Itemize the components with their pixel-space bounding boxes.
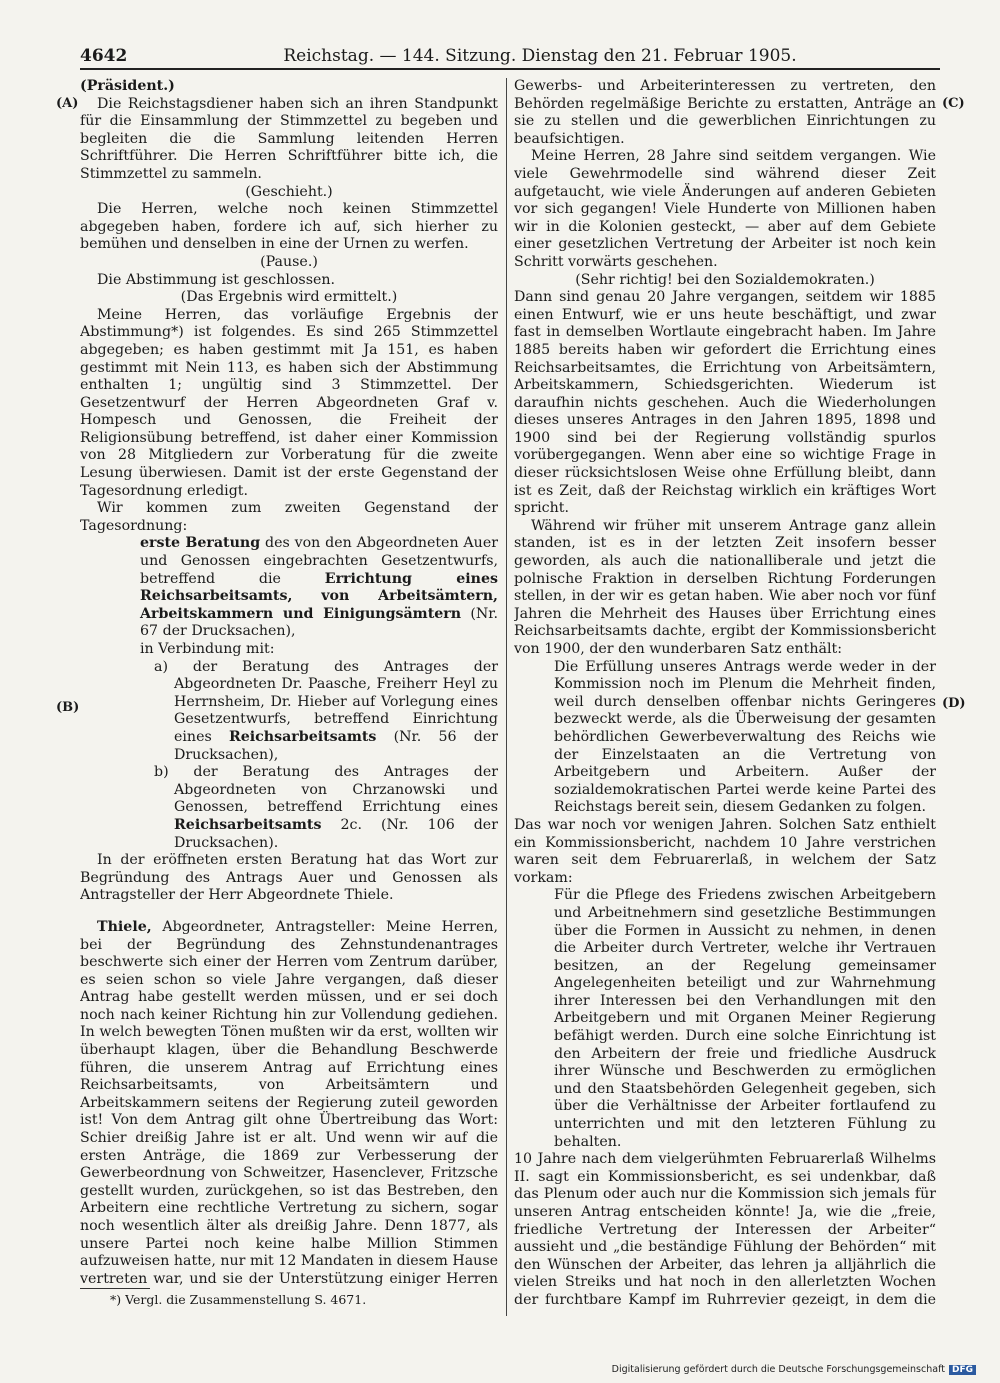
margin-marker-d: (D) <box>942 696 966 711</box>
speaker-name: Thiele, <box>97 918 152 935</box>
margin-marker-b: (B) <box>56 700 80 715</box>
speaker-label: (Präsident.) <box>80 78 175 94</box>
stage-direction: (Geschieht.) <box>245 183 333 200</box>
paragraph: Das war noch vor wenigen Jahren. Solchen Satz enthielt ein Kommissionsbericht, nachdem 10 Jahre verstrichen waren seit dem Februarerlaß, in welchem der Satz vorkam: <box>514 816 936 886</box>
margin-marker-a: (A) <box>56 96 79 111</box>
footnote: *) Vergl. die Zusammenstellung S. 4671. <box>110 1292 367 1307</box>
paragraph: Während wir früher mit unserem Antrage ganz allein standen, ist es in der letzten Zeit insofern besser geworden, als auch die nationalliberale und jetzt die polnische Fraktion in derselben Richtung Forderungen stellen, in der wir es getan haben. Wie aber noch vor fünf Jahren die Mehrheit des Hauses über Errichtung eines Reichsarbeitsamts dachte, ergibt der Kommissionsbericht von 1900, der den wunderbaren Satz enthält: <box>514 517 936 657</box>
paragraph: In der eröffneten ersten Beratung hat das Wort zur Begründung des Antrags Auer und Genossen als Antragsteller der Herr Abgeordnete Thiele. <box>80 852 498 904</box>
stage-direction: (Pause.) <box>260 253 318 270</box>
paragraph: 10 Jahre nach dem vielgerühmten Februarerlaß Wilhelms II. sagt ein Kommissionsbericht, es sei undenkbar, daß das Plenum oder auch nur die Kommission sich jemals für unseren Antrag entscheiden könnte! Ja, wie die „freie, friedliche Vertretung der Interessen der Arbeiter“ aussieht und „die beständige Fühlung der Behörden“ mit den Wünschen der Arbeiter, das lehren ja alljährlich die vielen Streiks und hat noch in den allerletzten Wochen der furchtbare Kampf im Ruhrrevier gezeigt, in dem die <box>514 1151 936 1306</box>
agenda-text: des von den Abgeordneten Auer und Genossen eingebrachten Gesetzentwurfs, betreffend die <box>140 535 498 587</box>
paragraph: Meine Herren, das vorläufige Ergebnis der Abstimmung*) ist folgendes. Es sind 265 Stimmzettel abgegeben; es haben gestimmt mit Ja 151, es haben gestimmt mit Nein 113, es haben sich der Abstimmung enthalten 1; ungültig sind 3 Stimmzettel. Der Gesetzentwurf der Herren Abgeordneten Graf v. Hompesch und Genossen, die Freiheit der Religionsübung betreffend, ist daher einer Kommission von 28 Mitgliedern zur Vorberatung für die zweite Lesung überwiesen. Damit ist der erste Gegenstand der Tagesordnung erledigt. <box>80 306 498 499</box>
margin-marker-c: (C) <box>942 96 965 111</box>
footnote-rule <box>80 1288 150 1289</box>
dfg-logo: DFG <box>949 1365 976 1375</box>
agenda-text: b) der Beratung des Antrages der Abgeordneten von Chrzanowski und Genossen, betreffend Errichtung eines <box>154 764 498 816</box>
agenda-subitem-b <box>154 764 498 852</box>
paragraph: Meine Herren, 28 Jahre sind seitdem vergangen. Wie viele Gewehrmodelle sind während dieser Zeit aufgetaucht, wie viele Änderungen auf anderen Gebieten vor sich gegangen! Viele Hunderte von Millionen haben wir in die Kolonien gesteckt, — aber auf dem Gebiete einer gesetzlichen Vertretung der Arbeiter ist noch kein Schritt vorwärts geschehen. <box>514 148 936 270</box>
agenda-item <box>140 535 498 641</box>
column-rule <box>506 78 507 1316</box>
agenda-bold: Reichsarbeitsamts <box>228 728 377 745</box>
running-header <box>80 46 940 70</box>
digitization-credit <box>612 1364 976 1375</box>
paragraph: Wir kommen zum zweiten Gegenstand der Tagesordnung: <box>80 500 498 534</box>
quotation: Für die Pflege des Friedens zwischen Arbeitgebern und Arbeitnehmern sind gesetzliche Bestimmungen über die Formen in Aussicht zu nehmen, in denen die Arbeiter durch Vertreter, welche ihr Vertrauen besitzen, an der Regelung gemeinsamer Angelegenheiten beteiligt und zur Wahrnehmung ihrer Interessen bei den Verhandlungen mit den Arbeitgebern und mit Organen Meiner Regierung befähigt werden. Durch eine solche Einrichtung ist den Arbeitern der freie und friedliche Ausdruck ihrer Wünsche und Beschwerden zu ermöglichen und den Staatsbehörden Gelegenheit gegeben, sich über die Verhältnisse der Arbeiter fortlaufend zu unterrichten und mit den letzteren Fühlung zu behalten. <box>554 887 936 1150</box>
speech-paragraph <box>80 919 498 1286</box>
speech-text: Abgeordneter, Antragsteller: Meine Herren, bei der Begründung des Zehnstundenantrages beschwerte sich einer der Herren vom Zentrum darüber, es seien schon so viele Jahre vergangen, daß dieser Antrag habe gestellt werden müssen, und er sei doch noch nach keiner Richtung hin zur Vollendung gediehen. In welch bewegten Tönen mußten wir da erst, wollten wir überhaupt klagen, über die Behandlung Beschwerde führen, die unserem Antrag auf Errichtung eines Reichsarbeitsamts, von Arbeitsämtern und Arbeitskammern seitens der Regierung zuteil geworden ist! Von dem Antrag gilt ohne Übertreibung das Wort: Schier dreißig Jahre ist er alt. Und wenn wir auf die ersten Anträge, die 1869 zur Verbesserung der Gewerbeordnung von Schweitzer, Hasenclever, Fritzsche gestellt wurden, zurückgehen, so ist das Bestreben, den Arbeitern eine rechtliche Vertretung zu sichern, sogar noch wesentlich älter als dreißig Jahre. Denn 1877, als unsere Partei noch keine halbe Million Stimmen aufzuweisen hatte, nur mit 12 Mandaten in diesem Hause vertreten war, und sie der Unterstützung einiger Herren <box>80 918 498 1286</box>
left-column <box>80 78 498 1286</box>
right-column <box>514 78 936 1306</box>
page-number: 4642 <box>80 46 128 66</box>
paragraph: Dann sind genau 20 Jahre vergangen, seitdem wir 1885 einen Entwurf, wie er uns heute beschäftigt, und zwar fast in demselben Wortlaute eingebracht haben. Im Jahre 1885 bereits haben wir gefordert die Errichtung eines Reichsarbeitsamtes, die Errichtung von Arbeitsämtern, Arbeitskammern, Schiedsgerichten. Wiederum ist daraufhin nichts geschehen. Auch die Wiederholungen dieses unseres Antrages in den Jahren 1895, 1898 und 1900 sind bei der Regierung vollständig spurlos vorübergegangen. Wenn aber eine so wichtige Frage in dieser rücksichtslosen Weise ohne Erfüllung bleibt, dann ist es Zeit, daß der Reichstag wirklich ein kräftiges Wort spricht. <box>514 289 936 517</box>
agenda-bold: Errichtung eines Reichsarbeitsamts, von Arbeitsämtern, Arbeitskammern und Einigungsämtern <box>140 570 498 622</box>
agenda-subitem-a <box>154 658 498 765</box>
stage-direction: (Das Ergebnis wird ermittelt.) <box>180 289 398 306</box>
stage-direction: (Sehr richtig! bei den Sozialdemokraten.) <box>575 271 875 288</box>
agenda-text: (Nr. 56 der Drucksachen), <box>174 728 498 763</box>
agenda-text: 2c. (Nr. 106 der Drucksachen). <box>174 816 498 851</box>
paragraph: Die Reichstagsdiener haben sich an ihren Standpunkt für die Einsammlung der Stimmzettel zu begeben und begleiten die die Sammlung leitenden Herren Schriftführer. Die Herren Schriftführer bitte ich, die Stimmzettel zu sammeln. <box>80 95 498 182</box>
running-title: Reichstag. — 144. Sitzung. Dienstag den 21. Februar 1905. <box>283 46 797 66</box>
paragraph: Die Abstimmung ist geschlossen. <box>97 271 336 288</box>
agenda-connector: in Verbindung mit: <box>140 641 275 657</box>
paragraph: Gewerbs- und Arbeiterinteressen zu vertreten, den Behörden regelmäßige Berichte zu erstatten, Anträge an sie zu stellen und die gewerblichen Einrichtungen zu beaufsichtigen. <box>514 78 936 147</box>
agenda-bold: Reichsarbeitsamts <box>174 816 322 833</box>
credit-text: Digitalisierung gefördert durch die Deutsche Forschungsgemeinschaft <box>611 1364 945 1375</box>
agenda-text: a) der Beratung des Antrages der Abgeordneten Dr. Paasche, Freiherr Heyl zu Herrnsheim, Dr. Hieber auf Vorlegung eines Gesetzentwurfs, betreffend Einrichtung eines <box>154 658 498 745</box>
agenda-text: (Nr. 67 der Drucksachen), <box>140 605 498 640</box>
paragraph: Die Herren, welche noch keinen Stimmzettel abgegeben haben, fordere ich auf, sich hierher zu bemühen und denselben in eine der Urnen zu werfen. <box>80 201 498 253</box>
agenda-bold: erste Beratung <box>140 535 261 552</box>
quotation: Die Erfüllung unseres Antrags werde weder in der Kommission noch im Plenum die Mehrheit finden, weil durch denselben offenbar nichts Geringeres bezweckt werde, als die Überweisung der gesamten behördlichen Gewerbeverwaltung des Reichs wie der Einzelstaaten an die Vertretung von Arbeitgebern und Arbeitern. Außer der sozialdemokratischen Partei werde keine Partei des Reichstags bereit sein, diesem Gedanken zu folgen. <box>554 658 936 816</box>
